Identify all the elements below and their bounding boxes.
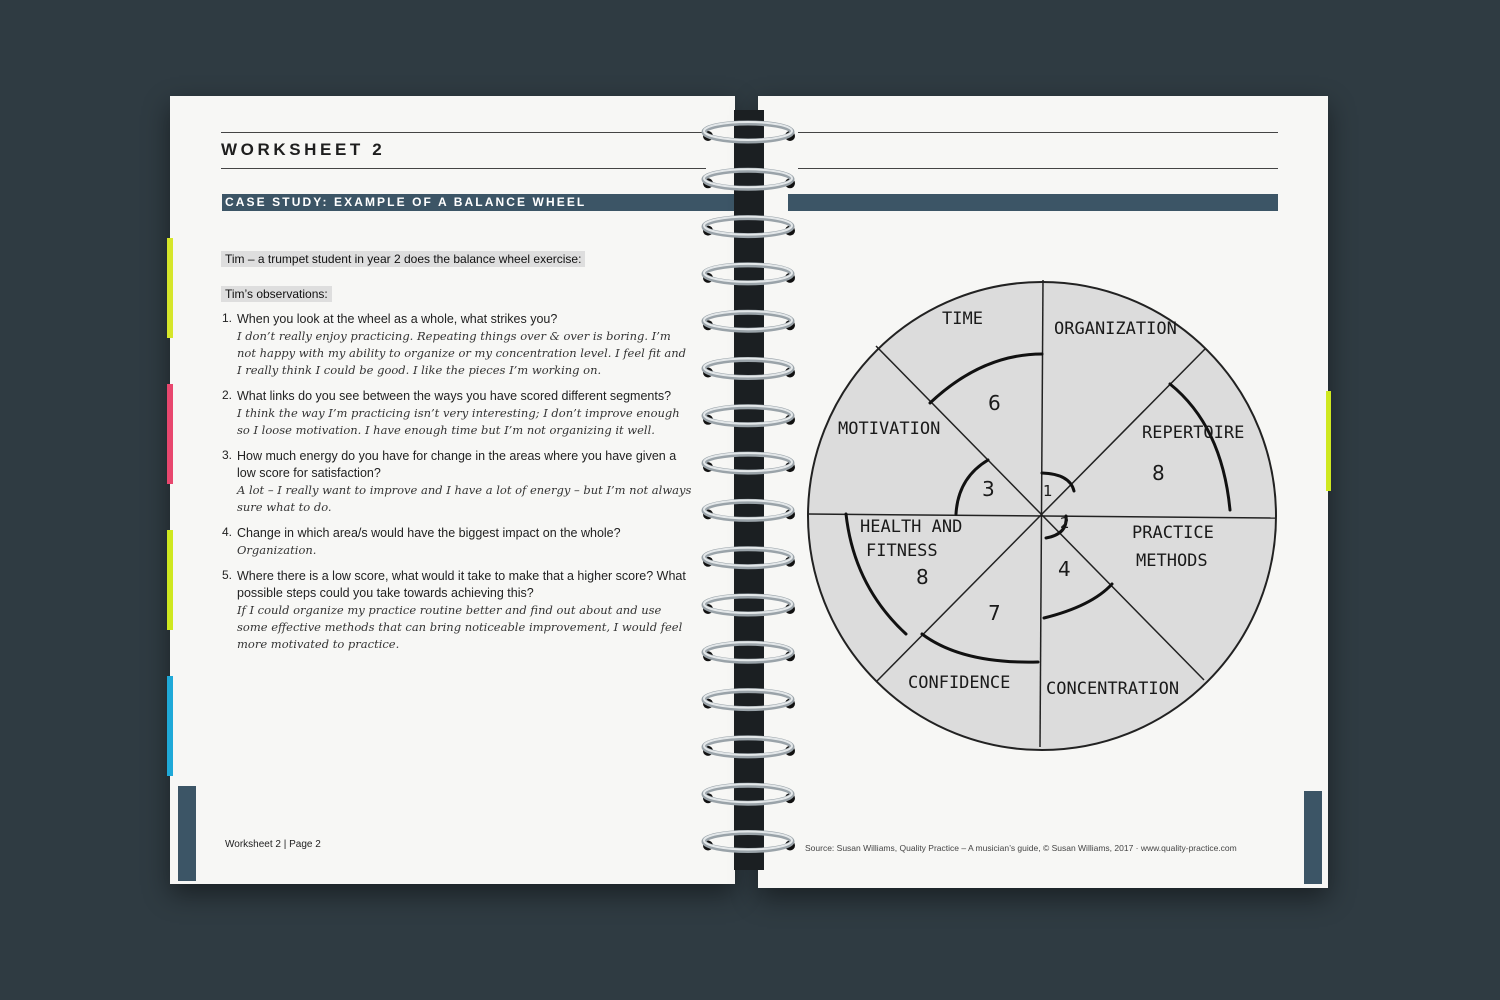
label-practice: PRACTICE bbox=[1132, 523, 1214, 543]
source-citation: Source: Susan Williams, Quality Practice – A musician’s guide, © Susan Williams, 2017 · www.quality-practice.com bbox=[805, 843, 1237, 853]
label-time: TIME bbox=[942, 309, 983, 329]
label-concentration: CONCENTRATION bbox=[1046, 679, 1180, 699]
spiral-binding bbox=[690, 110, 810, 870]
wheel-base bbox=[808, 280, 1276, 750]
case-study-banner-text: CASE STUDY: EXAMPLE OF A BALANCE WHEEL bbox=[225, 195, 587, 209]
intro-text: Tim – a trumpet student in year 2 does the balance wheel exercise: bbox=[221, 251, 585, 267]
green-tab[interactable] bbox=[167, 530, 173, 630]
answer-text: Organization. bbox=[237, 543, 317, 557]
score-concentration: 4 bbox=[1058, 557, 1071, 581]
question-number: 2. bbox=[222, 388, 233, 402]
worksheet-title: WORKSHEET 2 bbox=[221, 140, 386, 159]
observations-label: Tim’s observations: bbox=[221, 286, 332, 302]
page-footer: Worksheet 2 | Page 2 bbox=[225, 839, 321, 850]
score-time: 6 bbox=[988, 391, 1001, 415]
answer-text: I don’t really enjoy practicing. Repeating things over & over is boring. I’m not happy with my ability to organize or my concentration level. I feel fit and I really think I could be good. I like the pieces I’m working on. bbox=[237, 329, 687, 377]
balance-wheel bbox=[802, 276, 1278, 752]
answer-text: If I could organize my practice routine better and find out about and use some effective methods that can bring noticeable improvement, I would feel more motivated to practice. bbox=[237, 603, 683, 651]
banner-right bbox=[788, 194, 1278, 211]
question-text: Change in which area/s would have the biggest impact on the whole? bbox=[237, 526, 621, 540]
question-list bbox=[222, 311, 692, 662]
answer-text: A lot – I really want to improve and I have a lot of energy – but I’m not always sure what to do. bbox=[237, 483, 692, 514]
question-item bbox=[222, 448, 692, 516]
green-tab-right[interactable] bbox=[1326, 391, 1331, 491]
score-organization: 1 bbox=[1043, 482, 1053, 500]
label-fitness: FITNESS bbox=[866, 541, 938, 561]
blue-tab[interactable] bbox=[167, 676, 173, 776]
question-item bbox=[222, 568, 692, 653]
question-number: 4. bbox=[222, 525, 233, 539]
question-text: When you look at the wheel as a whole, what strikes you? bbox=[237, 312, 558, 326]
right-page bbox=[758, 96, 1328, 888]
left-page bbox=[170, 96, 735, 884]
score-health: 8 bbox=[916, 565, 929, 589]
title-rule-bottom-right bbox=[798, 168, 1278, 169]
question-text: What links do you see between the ways you have scored different segments? bbox=[237, 389, 672, 403]
question-item bbox=[222, 311, 692, 379]
score-repertoire: 8 bbox=[1152, 461, 1165, 485]
score-practice: 2 bbox=[1060, 514, 1070, 532]
case-study-banner bbox=[222, 194, 735, 211]
pink-tab[interactable] bbox=[167, 384, 173, 484]
question-number: 1. bbox=[222, 311, 233, 325]
question-item bbox=[222, 525, 692, 559]
label-health: HEALTH AND bbox=[860, 517, 963, 537]
left-edge-block bbox=[178, 786, 196, 881]
question-text: How much energy do you have for change in the areas where you have given a low score for satisfaction? bbox=[237, 449, 677, 480]
yellow-tab[interactable] bbox=[167, 238, 173, 338]
label-repertoire: REPERTOIRE bbox=[1142, 423, 1245, 443]
question-number: 3. bbox=[222, 448, 233, 462]
title-rule-top bbox=[221, 132, 706, 133]
title-rule-top-right bbox=[798, 132, 1278, 133]
label-confidence: CONFIDENCE bbox=[908, 673, 1011, 693]
label-motivation: MOTIVATION bbox=[838, 419, 941, 439]
question-item bbox=[222, 388, 692, 439]
question-number: 5. bbox=[222, 568, 233, 582]
score-motivation: 3 bbox=[982, 477, 995, 501]
label-organization: ORGANIZATION bbox=[1054, 319, 1177, 339]
answer-text: I think the way I’m practicing isn’t very interesting; I don’t improve enough so I loose motivation. I have enough time but I’m not organizing it well. bbox=[237, 406, 680, 437]
right-edge-block bbox=[1304, 791, 1322, 884]
question-text: Where there is a low score, what would it take to make that a higher score? What possible steps could you take towards achieving this? bbox=[237, 569, 686, 600]
title-rule-bottom bbox=[221, 168, 706, 169]
label-methods: METHODS bbox=[1136, 551, 1208, 571]
score-confidence: 7 bbox=[988, 601, 1001, 625]
